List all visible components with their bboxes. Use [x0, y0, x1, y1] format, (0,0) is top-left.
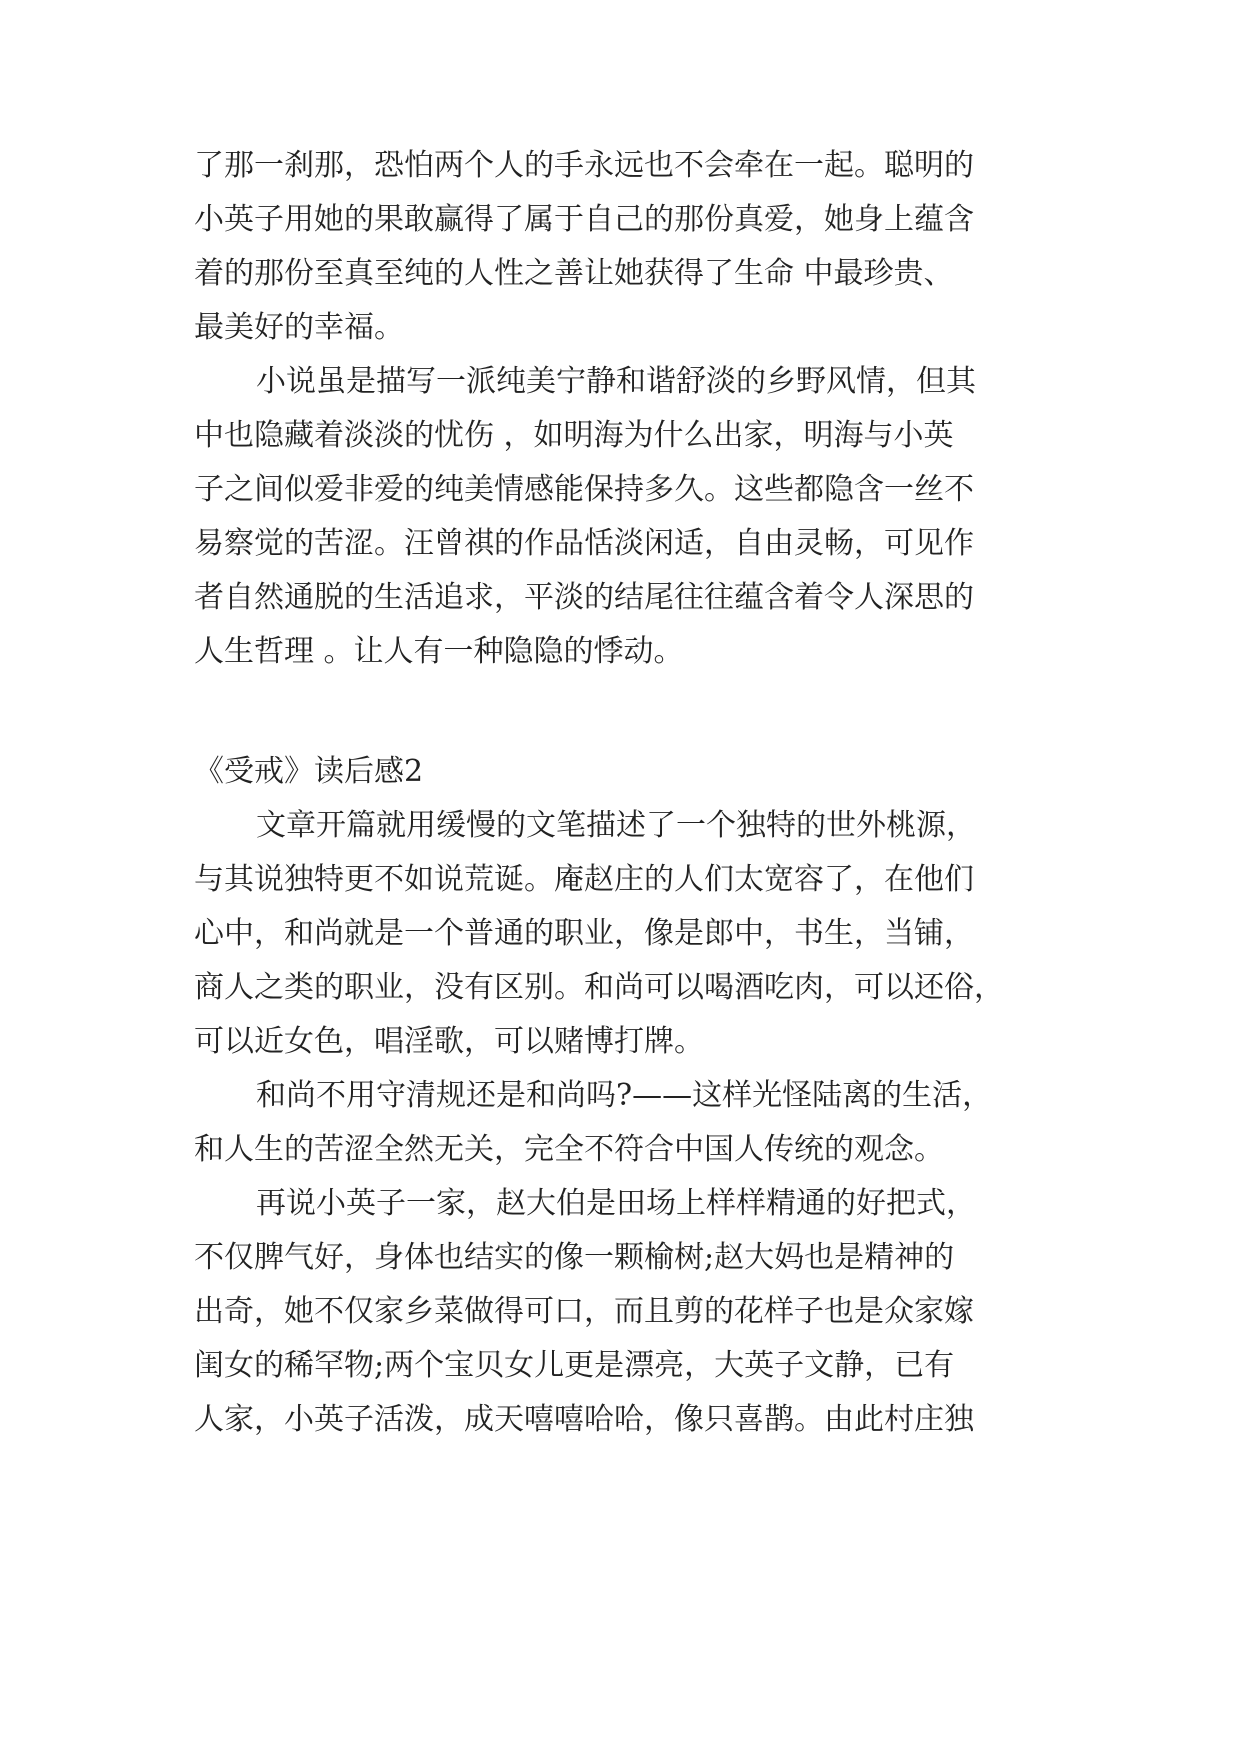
section-heading: 《受戒》读后感2 [194, 754, 424, 789]
text-line: 和人生的苦涩全然无关，完全不符合中国人传统的观念。 [194, 1132, 944, 1167]
text-line: 与其说独特更不如说荒诞。庵赵庄的人们太宽容了，在他们 [194, 862, 974, 897]
text-line: 心中，和尚就是一个普通的职业，像是郎中，书生，当铺， [194, 916, 974, 951]
text-line: 中也隐藏着淡淡的忧伤 ，如明海为什么出家，明海与小英 [194, 418, 954, 453]
text-line: 文章开篇就用缓慢的文笔描述了一个独特的世外桃源， [256, 808, 976, 843]
text-line: 出奇，她不仅家乡菜做得可口，而且剪的花样子也是众家嫁 [194, 1294, 974, 1329]
text-line: 商人之类的职业，没有区别。和尚可以喝酒吃肉，可以还俗， [194, 970, 1004, 1005]
text-line: 和尚不用守清规还是和尚吗?——这样光怪陆离的生活， [256, 1078, 993, 1113]
text-line: 小说虽是描写一派纯美宁静和谐舒淡的乡野风情，但其 [256, 364, 976, 399]
text-line: 子之间似爱非爱的纯美情感能保持多久。这些都隐含一丝不 [194, 472, 974, 507]
text-line: 易察觉的苦涩。汪曾祺的作品恬淡闲适，自由灵畅，可见作 [194, 526, 974, 561]
text-line: 不仅脾气好，身体也结实的像一颗榆树;赵大妈也是精神的 [194, 1240, 955, 1275]
text-line: 最美好的幸福。 [194, 310, 404, 345]
text-line: 人生哲理 。让人有一种隐隐的悸动。 [194, 634, 684, 669]
text-line: 着的那份至真至纯的人性之善让她获得了生命 中最珍贵、 [194, 256, 954, 291]
text-line: 可以近女色，唱淫歌，可以赌博打牌。 [194, 1024, 704, 1059]
text-line: 闺女的稀罕物;两个宝贝女儿更是漂亮，大英子文静，已有 [194, 1348, 955, 1383]
text-line: 小英子用她的果敢赢得了属于自己的那份真爱，她身上蕴含 [194, 202, 974, 237]
text-line: 了那一刹那，恐怕两个人的手永远也不会牵在一起。聪明的 [194, 148, 974, 183]
text-line: 者自然通脱的生活追求，平淡的结尾往往蕴含着令人深思的 [194, 580, 974, 615]
text-line: 再说小英子一家，赵大伯是田场上样样精通的好把式， [256, 1186, 976, 1221]
text-line: 人家，小英子活泼，成天嘻嘻哈哈，像只喜鹊。由此村庄独 [194, 1402, 974, 1437]
